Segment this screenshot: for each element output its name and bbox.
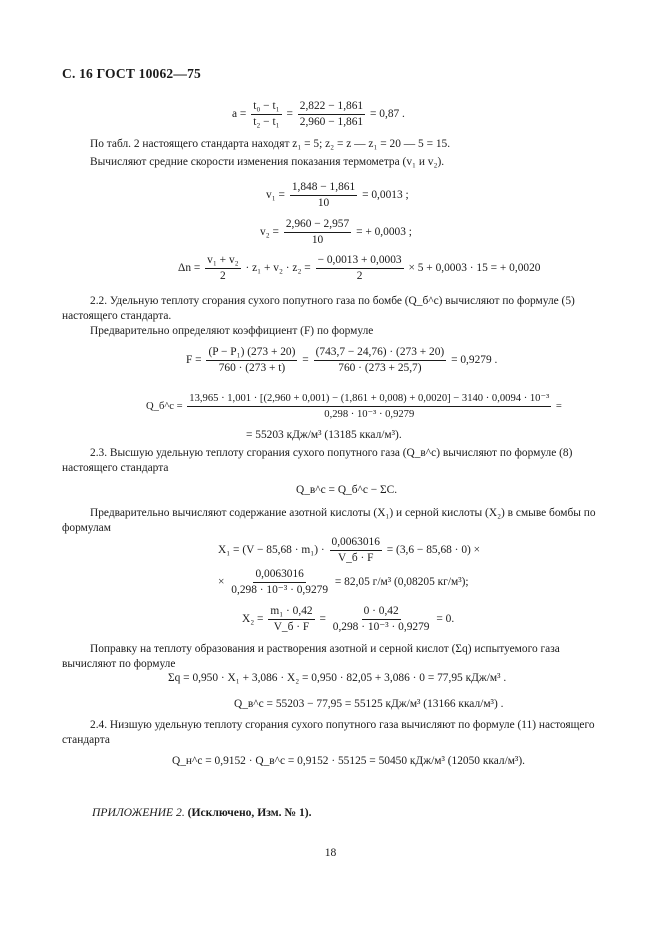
eq-a-frac2: $\frac{2,822 - 1,861}{2,960 - 1,861}$: [299, 100, 364, 128]
eq-X1b-frac: $\frac{0,0063016}{\text{0,298 · 10⁻³ · 0,9279}}$: [231, 568, 329, 596]
equation-delta-n: Δn = $\frac{\text{v₁ + v₂}}{2}$ · z₁ + v₂ · z₂ = $\frac{- 0,0013 + 0,0003}{2}$ × 5 + 0,0003 · 15 = + 0,0020: [178, 254, 541, 282]
equation-sum-q: Σq = 0,950 · X₁ + 3,086 · X₂ = 0,950 · 82,05 + 3,086 · 0 = 77,95 кДж/м³ .: [168, 672, 507, 684]
eq-X2-frac1: $\frac{\text{m₁ · 0,42}}{V\_б \cdot F}$: [270, 605, 313, 633]
equation-v1: v₁ = $\frac{1,848 - 1,861}{10}$ = 0,0013 ;: [266, 181, 409, 209]
equation-X2: X₂ = $\frac{\text{m₁ · 0,42}}{V\_б \cdot F}$ = $\frac{0 \cdot 0,42}{\text{0,298 · 10⁻³ · 0,9279}}$ = 0.: [242, 605, 455, 633]
eq-F-frac1: $\frac{\text{(P − P₁) (273 + 20)}}{760 \cdot (273 + t)}$: [208, 346, 296, 374]
eq-dn-frac1: $\frac{\text{v₁ + v₂}}{2}$: [207, 254, 239, 282]
equation-v2: v₂ = $\frac{2,960 - 2,957}{10}$ = + 0,0003 ;: [260, 218, 412, 246]
eq-a-lhs: a =: [232, 108, 247, 121]
para-2-3: 2.3. Высшую удельную теплоту сгорания сухого попутного газа (Q_в^с) вычисляют по формуле (8) настоящего стандарта: [62, 447, 573, 474]
equation-X1-a: X₁ = (V − 85,68 · m₁) · $\frac{0,0063016}{V\_б \cdot F}$ = (3,6 − 85,68 · 0) ×: [218, 536, 481, 564]
para-X-intro: Предварительно вычисляют содержание азотной кислоты (X₁) и серной кислоты (X₂) в смыве бомбы по формулам: [62, 507, 596, 534]
page-header: С. 16 ГОСТ 10062—75: [62, 66, 201, 81]
appendix-note: ПРИЛОЖЕНИЕ 2. (Исключено, Изм. № 1).: [92, 806, 312, 819]
equation-F: F = $\frac{\text{(P − P₁) (273 + 20)}}{760 \cdot (273 + t)}$ = $\frac{(743,7 - 24,76) \cdot (273 + 20)}{760 \cdot (273 + 25,7)}$ = 0,9279 .: [186, 346, 498, 374]
eq-v2-frac: $\frac{2,960 - 2,957}{10}$: [285, 218, 350, 246]
para-correction: Поправку на теплоту образования и растворения азотной и серной кислот (Σq) испытуемого газа вычисляют по формуле: [62, 643, 560, 670]
equation-X1-b: × $\frac{0,0063016}{\text{0,298 · 10⁻³ · 0,9279}}$ = 82,05 г/м³ (0,08205 кг/м³);: [218, 568, 469, 596]
eq-X1a-frac: $\frac{0,0063016}{V\_б \cdot F}$: [331, 536, 380, 564]
equation-Qn: Q_н^с = 0,9152 · Q_в^с = 0,9152 · 55125 = 50450 кДж/м³ (12050 ккал/м³).: [172, 755, 525, 767]
para-tab2: По табл. 2 настоящего стандарта находят z₁ = 5; z₂ = z — z₁ = 20 — 5 = 15.: [90, 138, 451, 150]
eq-X2-frac2: $\frac{0 \cdot 0,42}{\text{0,298 · 10⁻³ · 0,9279}}$: [332, 605, 430, 633]
para-2-4: 2.4. Низшую удельную теплоту сгорания сухого попутного газа вычисляют по формуле (11) настоящего стандарта: [62, 719, 595, 746]
equation-a: a = $\frac{\text{t₀ − t₁}}{\text{t₂ − t₁}}$ = $\frac{2,822 - 1,861}{2,960 - 1,861}$ = 0,87 .: [232, 100, 405, 128]
eq-a-frac1: $\frac{\text{t₀ − t₁}}{\text{t₂ − t₁}}$: [253, 100, 280, 128]
eq-F-frac2: $\frac{(743,7 - 24,76) \cdot (273 + 20)}{760 \cdot (273 + 25,7)}$: [315, 346, 445, 374]
equation-Qb: Q_б^с = 13,965 · 1,001 · [(2,960 + 0,001) − (1,861 + 0,008) + 0,0020] − 3140 · 0,0094 · 10⁻³ 0,298 · 10⁻³ · 0,9279 =: [146, 393, 562, 420]
para-F-intro: Предварительно определяют коэффициент (F) по формуле: [90, 325, 374, 337]
equation-Qv: Q_в^с = Q_б^с − ΣC.: [296, 484, 398, 496]
para-2-2: 2.2. Удельную теплоту сгорания сухого попутного газа по бомбе (Q_б^с) вычисляют по формуле (5) настоящего стандарта.: [62, 295, 575, 322]
equation-Qb-result: = 55203 кДж/м³ (13185 ккал/м³).: [246, 429, 402, 441]
eq-v1-frac: $\frac{1,848 - 1,861}{10}$: [291, 181, 356, 209]
page-number: 18: [324, 846, 337, 859]
eq-Qb-frac: 13,965 · 1,001 · [(2,960 + 0,001) − (1,861 + 0,008) + 0,0020] − 3140 · 0,0094 · 10⁻³ 0,298 · 10⁻³ · 0,9279: [189, 393, 550, 420]
eq-dn-frac2: $\frac{- 0,0013 + 0,0003}{2}$: [317, 254, 402, 282]
para-speeds: Вычисляют средние скорости изменения показания термометра (v₁ и v₂).: [90, 156, 445, 168]
equation-Qv-result: Q_в^с = 55203 − 77,95 = 55125 кДж/м³ (13166 ккал/м³) .: [234, 698, 504, 710]
